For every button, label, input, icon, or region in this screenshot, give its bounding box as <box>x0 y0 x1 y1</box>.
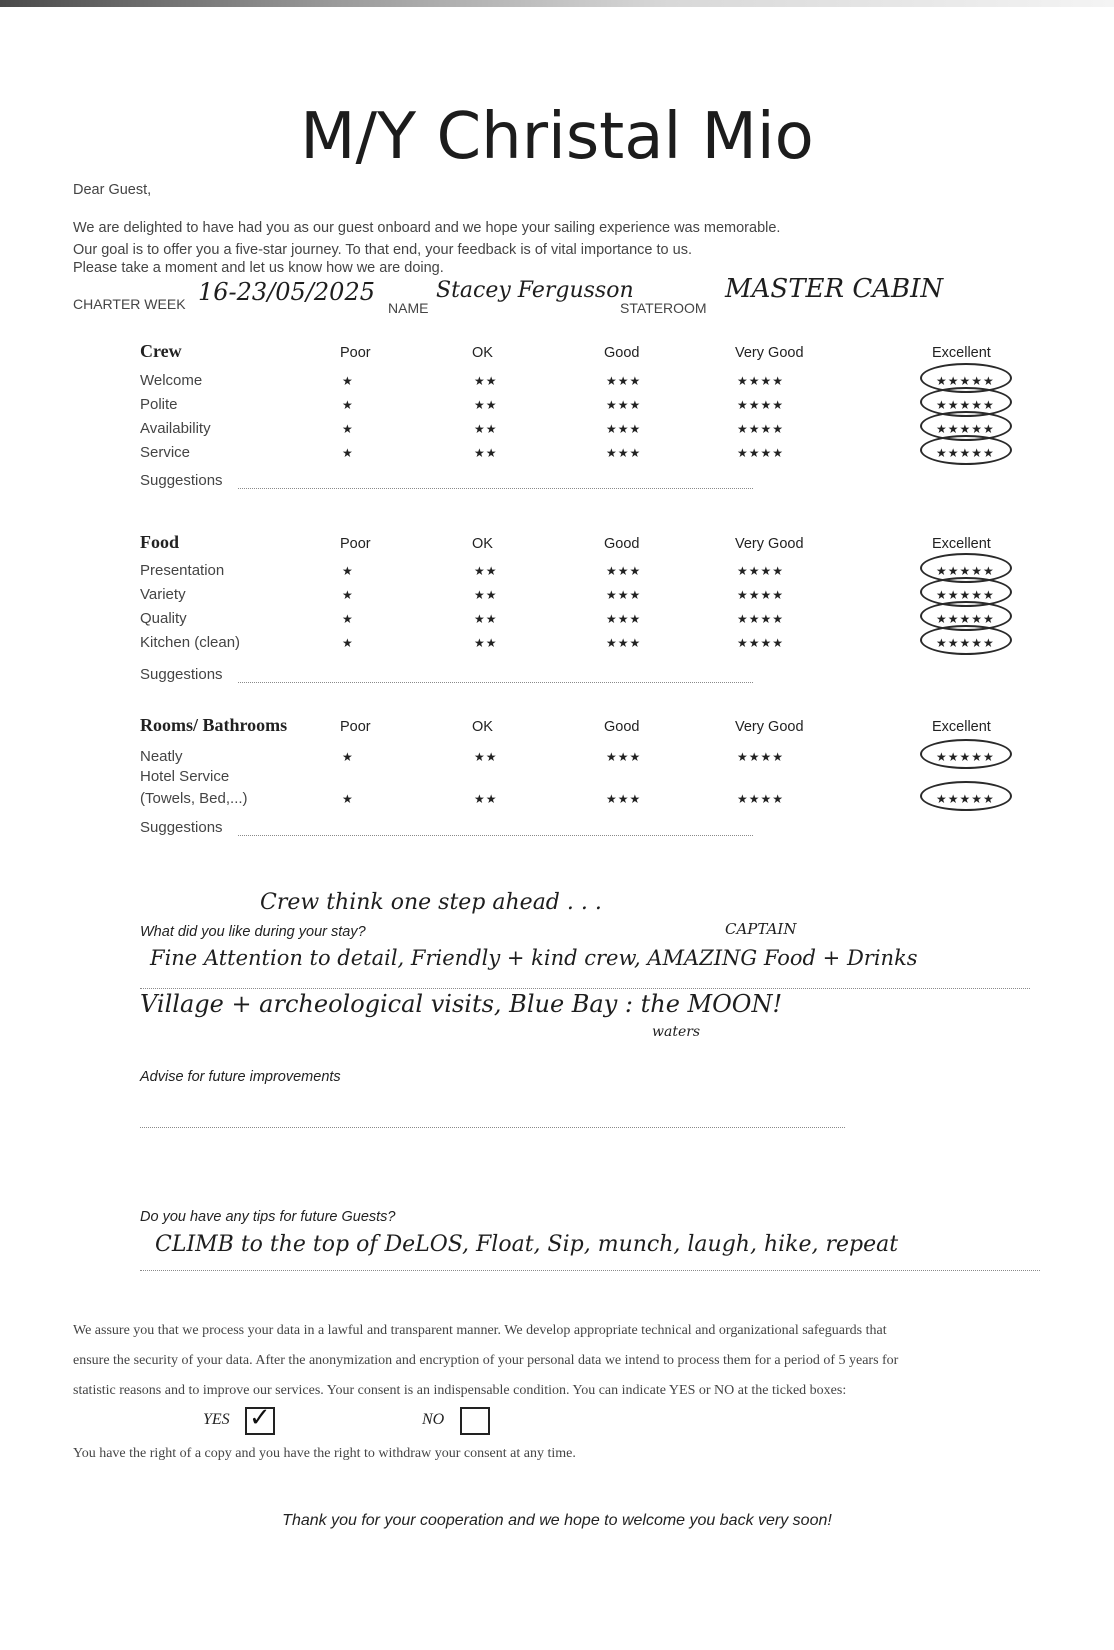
rating-column-header: OK <box>472 345 493 361</box>
liked-line-1-rule <box>140 988 1030 989</box>
rating-option-stars[interactable]: ★★★★ <box>737 636 785 650</box>
name-value[interactable]: Stacey Fergusson <box>436 278 634 303</box>
consent-line-3: statistic reasons and to improve our services. Your consent is an indispensable condition. You can indicate YES or NO at the ticked boxes: <box>73 1383 847 1398</box>
suggestions-answer-line[interactable] <box>238 835 753 836</box>
rating-option-stars[interactable]: ★★★ <box>606 588 642 602</box>
suggestions-label: Suggestions <box>140 472 223 489</box>
liked-line-1[interactable]: Fine Attention to detail, Friendly + kind crew, AMAZING Food + Drinks <box>150 946 918 970</box>
rating-option-stars[interactable]: ★★★★★ <box>936 374 995 388</box>
consent-line-2: ensure the security of your data. After the anonymization and encryption of your personal data we intend to process them for a period of 5 years for <box>73 1353 899 1368</box>
rating-column-header: Good <box>604 719 640 735</box>
advise-question: Advise for future improvements <box>140 1069 341 1085</box>
rating-option-stars[interactable]: ★★ <box>474 422 498 436</box>
yes-checkbox[interactable] <box>245 1403 275 1435</box>
charter-week-label: CHARTER WEEK <box>73 296 186 312</box>
rating-option-stars[interactable]: ★★★ <box>606 398 642 412</box>
criterion-label: Neatly <box>140 748 183 765</box>
rating-option-stars[interactable]: ★ <box>342 398 354 412</box>
rating-column-header: Poor <box>340 345 371 361</box>
consent-rights: You have the right of a copy and you have the right to withdraw your consent at any time. <box>73 1446 576 1461</box>
rating-option-stars[interactable]: ★★★ <box>606 446 642 460</box>
rating-option-stars[interactable]: ★★★★ <box>737 588 785 602</box>
criterion-label: Availability <box>140 420 211 437</box>
suggestions-label: Suggestions <box>140 666 223 683</box>
no-checkbox[interactable] <box>460 1407 490 1435</box>
advise-answer-line[interactable] <box>140 1127 845 1128</box>
rating-option-stars[interactable]: ★★ <box>474 636 498 650</box>
rating-option-stars[interactable]: ★★★★ <box>737 564 785 578</box>
rating-option-stars[interactable]: ★★★★★ <box>936 792 995 806</box>
rating-option-stars[interactable]: ★★ <box>474 588 498 602</box>
selected-rating-circle <box>920 625 1012 655</box>
stateroom-label: STATEROOM <box>620 300 707 316</box>
greeting: Dear Guest, <box>73 182 152 198</box>
criterion-label: Polite <box>140 396 178 413</box>
criterion-label: Quality <box>140 610 187 627</box>
suggestions-label: Suggestions <box>140 819 223 836</box>
rating-column-header: Very Good <box>735 536 804 552</box>
intro-line-3: Please take a moment and let us know how we are doing. <box>73 260 444 276</box>
rating-option-stars[interactable]: ★★★★ <box>737 612 785 626</box>
section-title: Crew <box>140 341 182 361</box>
rating-option-stars[interactable]: ★★★ <box>606 750 642 764</box>
rating-option-stars[interactable]: ★★★ <box>606 636 642 650</box>
suggestions-answer-line[interactable] <box>238 488 753 489</box>
rating-option-stars[interactable]: ★ <box>342 750 354 764</box>
rating-option-stars[interactable]: ★★ <box>474 792 498 806</box>
liked-line-2[interactable]: Village + archeological visits, Blue Bay : the MOON! <box>140 990 783 1018</box>
rating-option-stars[interactable]: ★ <box>342 374 354 388</box>
rating-option-stars[interactable]: ★★★★★ <box>936 422 995 436</box>
liked-note[interactable]: Crew think one step ahead . . . <box>260 890 602 915</box>
check-icon: ✓ <box>249 1403 271 1433</box>
consent-line-1: We assure you that we process your data in a lawful and transparent manner. We develop appropriate technical and organizational safeguards that <box>73 1323 887 1338</box>
rating-option-stars[interactable]: ★★★★★ <box>936 398 995 412</box>
rating-option-stars[interactable]: ★★★★★ <box>936 446 995 460</box>
page-title: M/Y Christal Mio <box>300 100 814 174</box>
rating-option-stars[interactable]: ★★ <box>474 564 498 578</box>
rating-option-stars[interactable]: ★★★★★ <box>936 636 995 650</box>
rating-option-stars[interactable]: ★★★★ <box>737 446 785 460</box>
rating-option-stars[interactable]: ★ <box>342 564 354 578</box>
criterion-label-line-2: (Towels, Bed,...) <box>140 790 248 807</box>
rating-option-stars[interactable]: ★★★★ <box>737 374 785 388</box>
rating-option-stars[interactable]: ★★ <box>474 398 498 412</box>
rating-column-header: Very Good <box>735 719 804 735</box>
rating-option-stars[interactable]: ★★★★ <box>737 398 785 412</box>
rating-option-stars[interactable]: ★★★ <box>606 564 642 578</box>
rating-column-header: Good <box>604 536 640 552</box>
suggestions-answer-line[interactable] <box>238 682 753 683</box>
rating-column-header: Very Good <box>735 345 804 361</box>
rating-option-stars[interactable]: ★ <box>342 422 354 436</box>
criterion-label: Presentation <box>140 562 225 579</box>
criterion-label: Kitchen (clean) <box>140 634 241 651</box>
rating-column-header: Excellent <box>932 345 991 361</box>
rating-option-stars[interactable]: ★ <box>342 588 354 602</box>
selected-rating-circle <box>920 739 1012 769</box>
rating-option-stars[interactable]: ★★★★ <box>737 792 785 806</box>
rating-option-stars[interactable]: ★★ <box>474 750 498 764</box>
rating-option-stars[interactable]: ★ <box>342 612 354 626</box>
no-label: NO <box>422 1411 445 1428</box>
rating-option-stars[interactable]: ★ <box>342 636 354 650</box>
criterion-label: Welcome <box>140 372 203 389</box>
tips-answer[interactable]: CLIMB to the top of DeLOS, Float, Sip, munch, laugh, hike, repeat <box>155 1232 899 1257</box>
rating-option-stars[interactable]: ★ <box>342 792 354 806</box>
rating-column-header: Good <box>604 345 640 361</box>
rating-option-stars[interactable]: ★★★★★ <box>936 564 995 578</box>
rating-option-stars[interactable]: ★★★★ <box>737 422 785 436</box>
rating-option-stars[interactable]: ★★★ <box>606 422 642 436</box>
section-title: Food <box>140 532 180 552</box>
tips-question: Do you have any tips for future Guests? <box>140 1209 396 1225</box>
liked-insert[interactable]: CAPTAIN <box>725 920 797 938</box>
name-label: NAME <box>388 300 429 316</box>
stateroom-value[interactable]: MASTER CABIN <box>725 274 944 304</box>
liked-question: What did you like during your stay? <box>140 924 366 940</box>
rating-option-stars[interactable]: ★ <box>342 446 354 460</box>
rating-column-header: OK <box>472 536 493 552</box>
rating-column-header: Poor <box>340 719 371 735</box>
intro-line-1: We are delighted to have had you as our guest onboard and we hope your sailing experience was memorable. <box>73 220 781 236</box>
rating-column-header: Excellent <box>932 719 991 735</box>
rating-column-header: Poor <box>340 536 371 552</box>
intro-line-2: Our goal is to offer you a five-star journey. To that end, your feedback is of vital importance to us. <box>73 242 692 258</box>
rating-option-stars[interactable]: ★★★ <box>606 792 642 806</box>
section-title: Rooms/ Bathrooms <box>140 715 288 735</box>
selected-rating-circle <box>920 781 1012 811</box>
criterion-label: Hotel Service <box>140 768 230 785</box>
yes-label: YES <box>203 1411 230 1428</box>
liked-insert-2[interactable]: waters <box>652 1024 701 1040</box>
rating-option-stars[interactable]: ★★ <box>474 612 498 626</box>
rating-option-stars[interactable]: ★★★★★ <box>936 612 995 626</box>
selected-rating-circle <box>920 435 1012 465</box>
tips-answer-line <box>140 1270 1040 1271</box>
criterion-label: Variety <box>140 586 186 603</box>
rating-option-stars[interactable]: ★★ <box>474 374 498 388</box>
charter-week-value[interactable]: 16-23/05/2025 <box>198 278 375 306</box>
scan-edge <box>0 0 1114 7</box>
criterion-label: Service <box>140 444 191 461</box>
rating-option-stars[interactable]: ★★★★★ <box>936 750 995 764</box>
rating-column-header: Excellent <box>932 536 991 552</box>
rating-option-stars[interactable]: ★★ <box>474 446 498 460</box>
rating-option-stars[interactable]: ★★★ <box>606 612 642 626</box>
thank-you-note: Thank you for your cooperation and we hope to welcome you back very soon! <box>282 1512 832 1529</box>
rating-column-header: OK <box>472 719 493 735</box>
rating-option-stars[interactable]: ★★★★ <box>737 750 785 764</box>
rating-option-stars[interactable]: ★★★ <box>606 374 642 388</box>
rating-option-stars[interactable]: ★★★★★ <box>936 588 995 602</box>
